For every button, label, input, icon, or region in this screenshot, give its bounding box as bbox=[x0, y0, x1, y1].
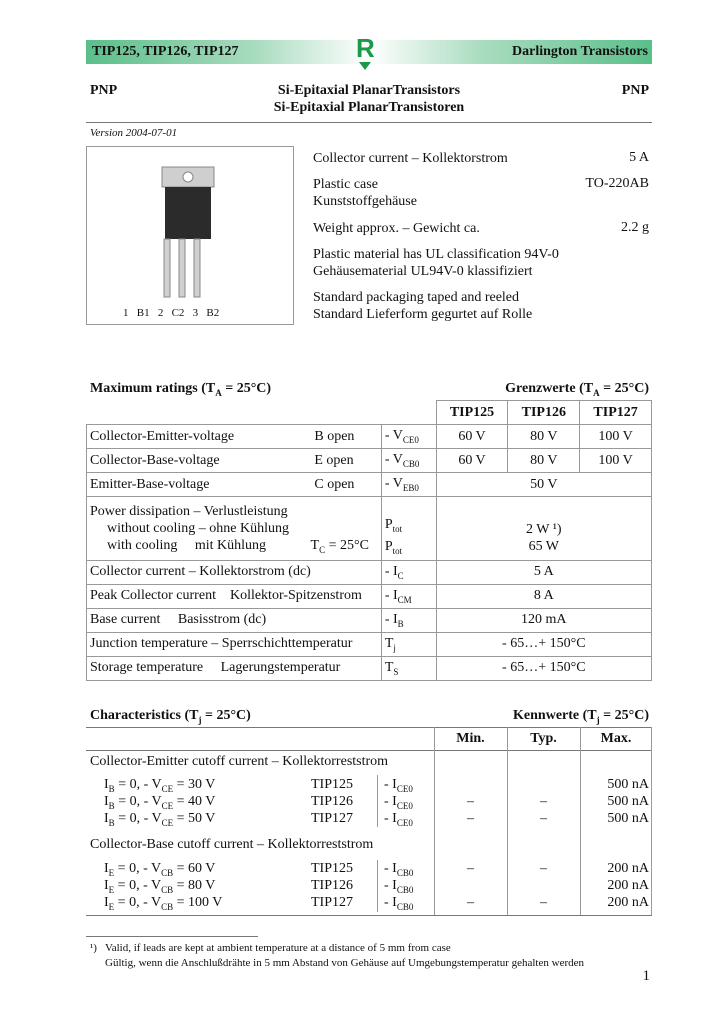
spec-weight: Weight approx. – Gewicht ca. bbox=[313, 221, 480, 236]
category: Darlington Transistors bbox=[512, 44, 648, 59]
footnote-mark: ¹) bbox=[90, 942, 97, 954]
char-sym-sep bbox=[377, 775, 378, 827]
table-row: Collector current – Kollektorstrom (dc) - $I_C$ 5 A bbox=[87, 560, 652, 584]
table-row: Collector-Base-voltage E open - $V_{CB0}$ 60 V 80 V 100 V bbox=[87, 449, 652, 473]
char-top-line bbox=[86, 727, 652, 728]
group2-title: Collector-Base cutoff current – Kollektorreststrom bbox=[90, 837, 374, 852]
part-numbers: TIP125, TIP126, TIP127 bbox=[92, 44, 239, 59]
max-ratings-table: TIP125 TIP126 TIP127 Collector-Emitter-voltage B open - $V_{CE0}$ 60 V 80 V 100 V Collector-Base-voltage E open - $V_{CB0}$ 60 V 80 V 100 V Emitter-Base-voltage C open - $V_{EB0}$ 50 V Power dissipation – Verlustleistung without cooling – ohne Kühlung with cooling mit Kühlung $T_C = 25^\circ C$ $P_{tot}$ $P_{tot}$ 2 W ¹) 65 W Collector current – Kollektorstrom (dc) - $I_C$ 5 A Peak Collector current Kollektor-Spitzenstrom - $I_{CM}$ 8 A Base current Basisstrom (dc) - $I_B$ 120 mA Junction temperature – Sperrschichttemperatur $T_j$ - 65…+ 150°C Storage temperature Lagerungstemperatur $T_S$ - 65…+ 150°C bbox=[86, 400, 652, 681]
spec-case-de: Kunststoffgehäuse bbox=[313, 194, 417, 209]
spec-weight-value: 2.2 g bbox=[621, 220, 649, 235]
title-en: Si-Epitaxial PlanarTransistors bbox=[277, 83, 461, 98]
char-col-sep bbox=[651, 727, 652, 915]
logo-triangle-icon bbox=[359, 62, 371, 70]
max-ratings-title-de: Grenzwerte $(T_A = 25^\circ C)$ bbox=[505, 381, 649, 398]
spec-packaging-de: Standard Lieferform gegurtet auf Rolle bbox=[313, 307, 533, 322]
char-col-sep bbox=[580, 727, 581, 915]
group1-title: Collector-Emitter cutoff current – Kollektorreststrom bbox=[90, 754, 389, 769]
package-image bbox=[86, 146, 294, 325]
spec-collector-current: Collector current – Kollektorstrom bbox=[313, 151, 508, 166]
table-row: Power dissipation – Verlustleistung without cooling – ohne Kühlung with cooling mit Kühlung $T_C = 25^\circ C$ $P_{tot}$ $P_{tot}$ 2 W ¹) 65 W bbox=[87, 497, 652, 561]
char-header-line bbox=[434, 750, 652, 751]
characteristics-title: Characteristics $(T_j = 25^\circ C)$ bbox=[90, 708, 251, 725]
max-ratings-title: Maximum ratings $(T_A = 25^\circ C)$ bbox=[90, 381, 272, 398]
footnote-en: Valid, if leads are kept at ambient temperature at a distance of 5 mm from case bbox=[105, 942, 451, 954]
table-row: Collector-Emitter-voltage B open - $V_{CE0}$ 60 V 80 V 100 V bbox=[87, 425, 652, 449]
logo-icon: R bbox=[356, 33, 375, 63]
char-header-line-left bbox=[86, 750, 434, 751]
version: Version 2004-07-01 bbox=[90, 127, 178, 139]
col-max: Max. bbox=[600, 731, 632, 746]
col-min: Min. bbox=[456, 731, 485, 746]
characteristics-title-de: Kennwerte $(T_j = 25^\circ C)$ bbox=[513, 708, 649, 725]
spec-collector-current-value: 5 A bbox=[629, 150, 649, 165]
page-number: 1 bbox=[642, 968, 650, 984]
table-row: Peak Collector current Kollektor-Spitzenstrom - $I_{CM}$ 8 A bbox=[87, 584, 652, 608]
spec-ul: Plastic material has UL classification 94V-0 bbox=[313, 247, 559, 262]
char-bottom-line bbox=[86, 915, 652, 916]
to220-package-icon bbox=[87, 147, 293, 324]
spec-ul-de: Gehäusematerial UL94V-0 klassifiziert bbox=[313, 264, 533, 279]
title-de: Si-Epitaxial PlanarTransistoren bbox=[273, 100, 465, 115]
spec-packaging: Standard packaging taped and reeled bbox=[313, 290, 520, 305]
divider bbox=[86, 122, 652, 123]
spec-case: Plastic case bbox=[313, 177, 378, 192]
table-row: Storage temperature Lagerungstemperatur $T_S$ - 65…+ 150°C bbox=[87, 656, 652, 680]
footnote-rule bbox=[86, 936, 258, 937]
char-sym-sep bbox=[377, 860, 378, 912]
pin-labels: 1 B1 2 C2 3 B2 bbox=[123, 307, 220, 319]
spec-case-value: TO-220AB bbox=[585, 176, 649, 191]
table-row: Emitter-Base-voltage C open - $V_{EB0}$ 50 V bbox=[87, 473, 652, 497]
table-row: Junction temperature – Sperrschichttemperatur $T_j$ - 65…+ 150°C bbox=[87, 632, 652, 656]
table-row: Base current Basisstrom (dc) - $I_B$ 120 mA bbox=[87, 608, 652, 632]
footnote-de: Gültig, wenn die Anschlußdrähte in 5 mm Abstand von Gehäuse auf Umgebungstemperatur gehalten werden bbox=[105, 957, 584, 969]
polarity-right: PNP bbox=[621, 83, 649, 98]
polarity-left: PNP bbox=[90, 83, 118, 98]
col-typ: Typ. bbox=[530, 731, 557, 746]
